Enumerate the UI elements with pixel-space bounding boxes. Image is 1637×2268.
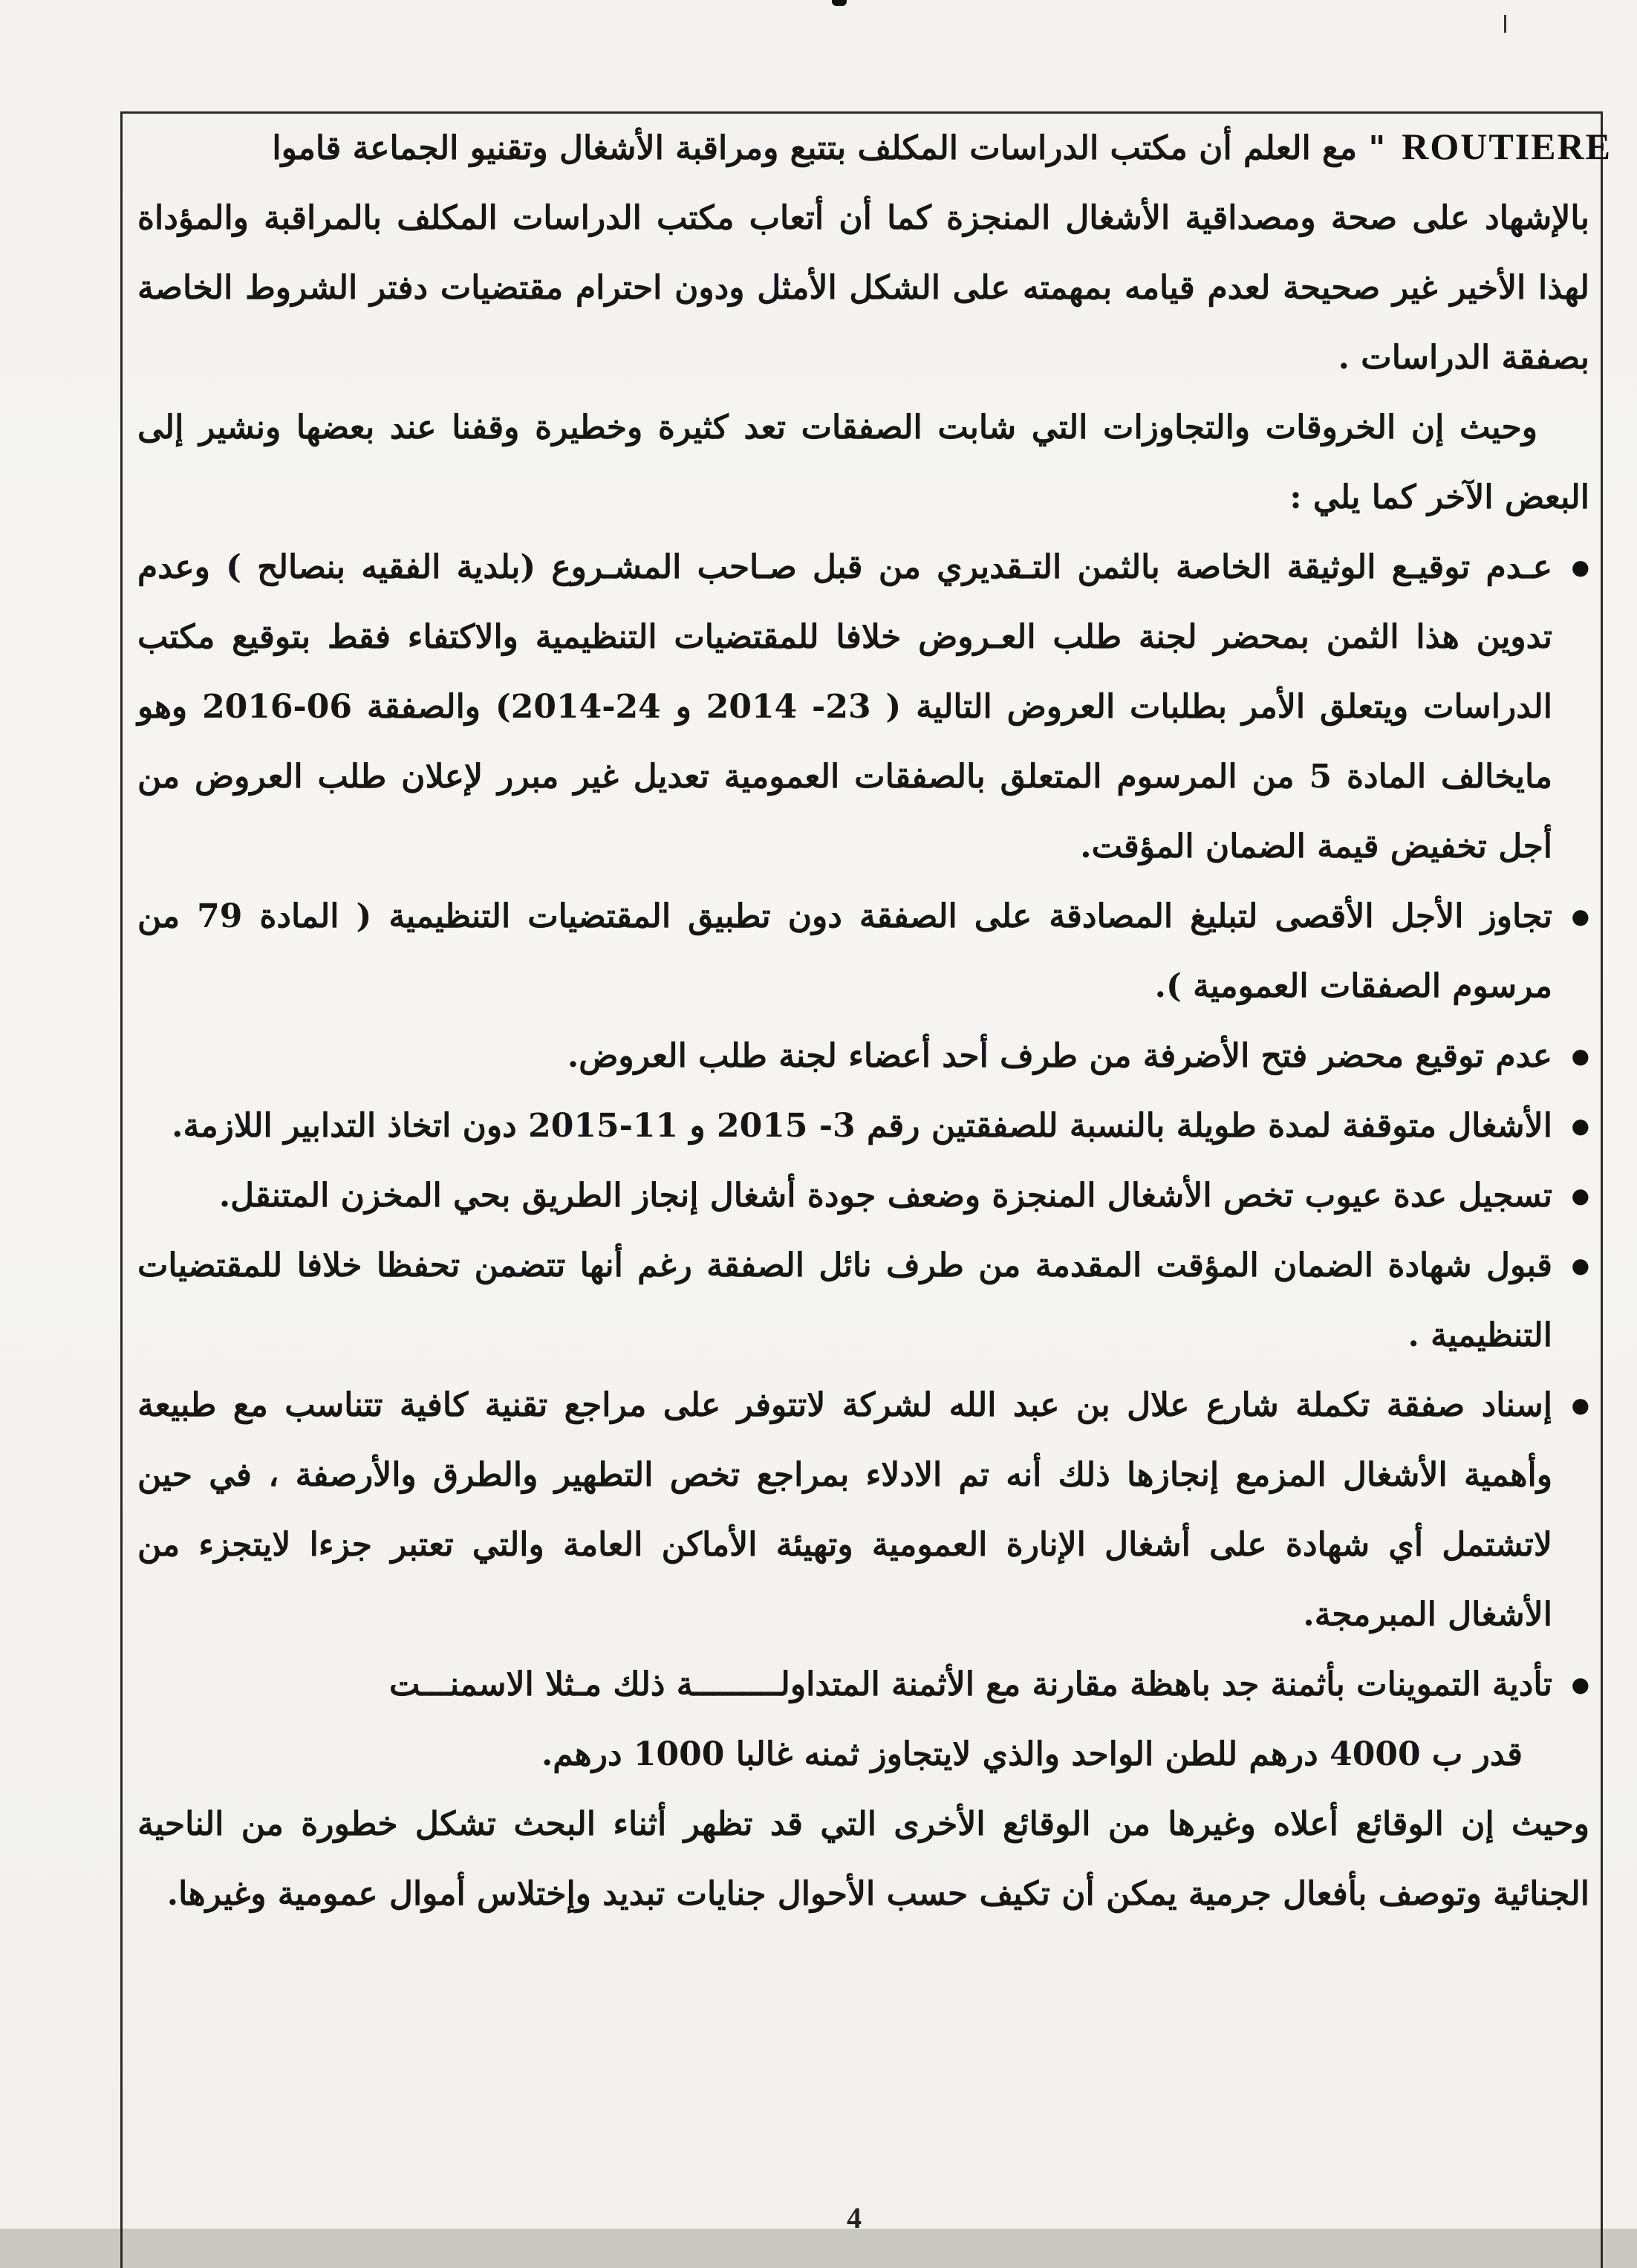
header-line [137, 111, 1612, 183]
company-name-fragment: ROUTIERE [1402, 126, 1612, 167]
list-item: ● تسجيل عدة عيوب تخص الأشغال المنجزة وضعف جودة أشغال إنجاز الطريق بحي المخزن المتنقل. [137, 1161, 1589, 1231]
list-item: ● الأشغال متوقفة لمدة طويلة بالنسبة للصفقتين رقم 3- 2015 و 11-2015 دون اتخاذ التدابير اللازمة. [137, 1091, 1589, 1161]
list-item: ● إسناد صفقة تكملة شارع علال بن عبد الله لشركة لاتتوفر على مراجع تقنية كافية تتناسب مع طبيعة وأهمية الأشغال المزمع إنجازها ذلك أنه تم الادلاء بمراجع تخص التطهير والطرق والأرصفة ، في حين لاتشتمل أي شهادة على أشغال الإنارة العمومية وتهيئة الأماكن العامة والتي تعتبر جزءا لايتجزء من الأشغال المبرمجة. [137, 1371, 1589, 1650]
list-item: ● عـدم توقيـع الوثيقة الخاصة بالثمن التـقديري من قبل صـاحب المشـروع (بلدية الفقيه بنصالح ) وعدم تدوين هذا الثمن بمحضر لجنة طلب العـروض خلافا للمقتضيات التنظيمية والاكتفاء فقط بتوقيع مكتب الدراسات ويتعلق الأمر بطلبات العروض التالية ( 23- 2014 و 24-2014) والصفقة 06-2016 وهو مايخالف المادة 5 من المرسوم المتعلق بالصفقات العمومية تعديل غير مبرر لإعلان طلب العروض من أجل تخفيض قيمة الضمان المؤقت. [137, 533, 1589, 882]
header-continuation: " مع العلم أن مكتب الدراسات المكلف بتتبع ومراقبة الأشغال وتقنيو الجماعة قاموا [272, 129, 1386, 167]
intro-paragraph: بالإشهاد على صحة ومصداقية الأشغال المنجزة كما أن أتعاب مكتب الدراسات المكلف بالمراقبة والمؤداة لهذا الأخير غير صحيحة لعدم قيامه بمهمته على الشكل الأمثل ودون احترام مقتضيات دفتر الشروط الخاصة بصفقة الدراسات . [137, 199, 1590, 377]
top-edge-mark [832, 0, 847, 6]
list-item: ● تجاوز الأجل الأقصى لتبليغ المصادقة على الصفقة دون تطبيق المقتضيات التنظيمية ( المادة 79 من مرسوم الصفقات العمومية ). [137, 882, 1589, 1021]
corner-mark [1504, 15, 1506, 33]
list-item: ● قبول شهادة الضمان المؤقت المقدمة من طرف نائل الصفقة رغم أنها تتضمن تحفظا خلافا للمقتضيات التنظيمية . [137, 1231, 1589, 1371]
page-number: 4 [847, 2201, 862, 2235]
list-item: ● تأدية التموينات بأثمنة جد باهظة مقارنة مع الأثمنة المتداولـــــــــة ذلك مـثلا الاسمنـــت [137, 1650, 1589, 1720]
whereas-paragraph-1: وحيث إن الخروقات والتجاوزات التي شابت الصفقات تعد كثيرة وخطيرة وقفنا عند بعضها ونشير إلى البعض الآخر كما يلي : [137, 409, 1589, 516]
whereas-paragraph-2: وحيث إن الوقائع أعلاه وغيرها من الوقائع الأخرى التي قد تظهر أثناء البحث تشكل خطورة من الناحية الجنائية وتوصف بأفعال جرمية يمكن أن تكيف حسب الأحوال جنايات تبديد وإختلاس أموال عمومية وغيرها. [137, 1805, 1589, 1913]
list-item: ● عدم توقيع محضر فتح الأضرفة من طرف أحد أعضاء لجنة طلب العروض. [137, 1021, 1589, 1091]
list-item-continuation: قدر ب 4000 درهم للطن الواحد والذي لايتجاوز ثمنه غالبا 1000 درهم. [541, 1735, 1523, 1773]
letter-body [137, 111, 1612, 1929]
violations-list [137, 533, 1589, 1720]
